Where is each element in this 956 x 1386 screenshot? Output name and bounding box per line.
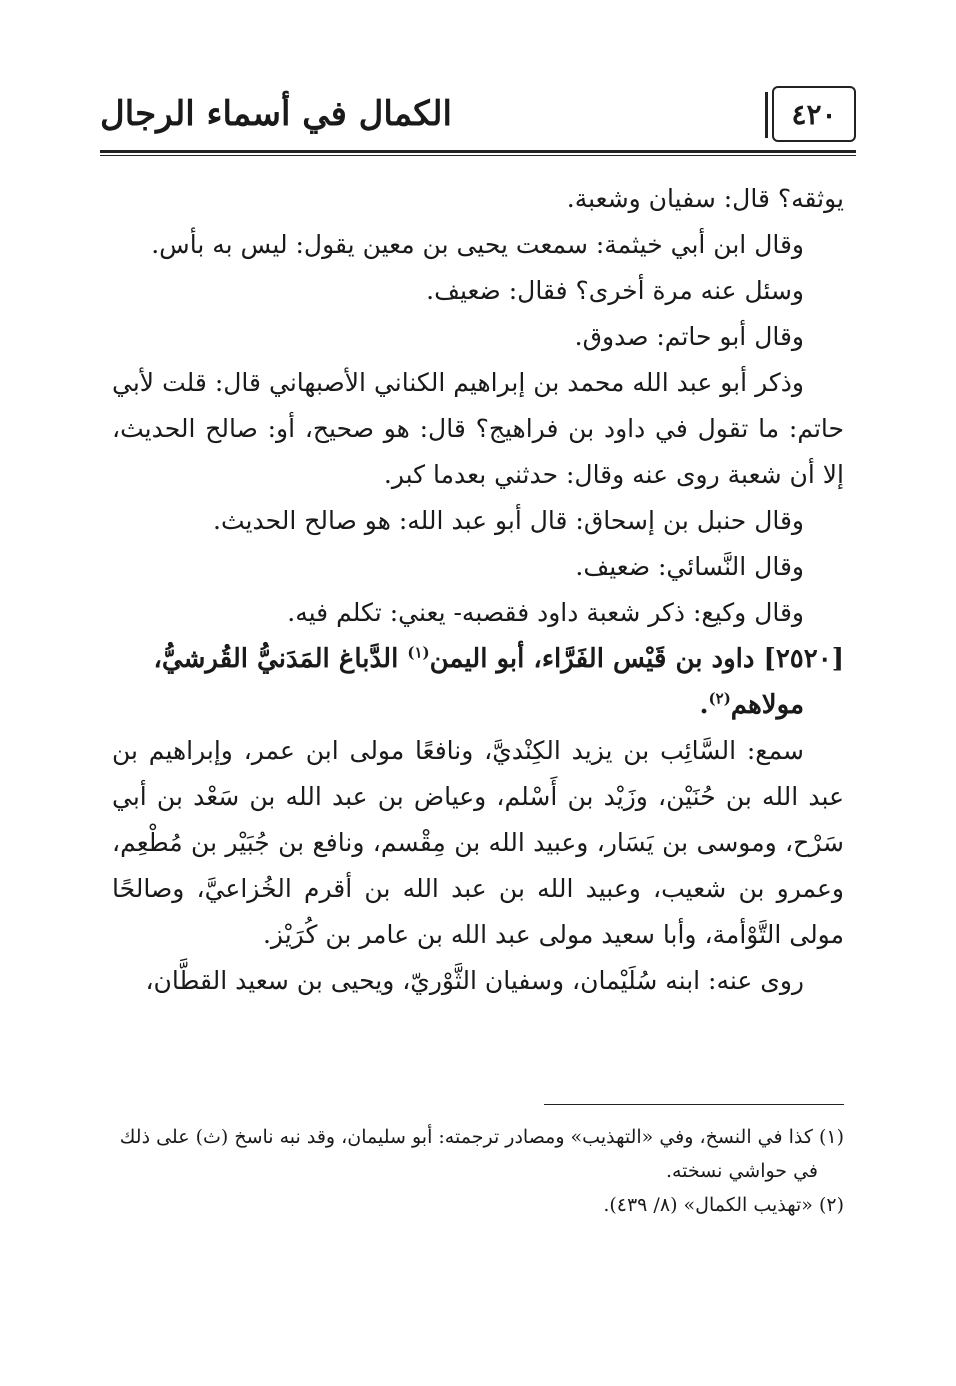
- footnote-1-cont: في حواشي نسخته.: [665, 1160, 818, 1182]
- paragraph: سمع: السَّائِب بن يزيد الكِنْديَّ، ونافعًا مولى ابن عمر، وإبراهيم بن عبد الله بن حُنَيْن، وزَيْد بن أَسْلم، وعياض بن عبد الله بن سَعْد بن أبي سَرْح، وموسى بن يَسَار، وعبيد الله بن مِقْسم، ونافع بن جُبَيْر بن مُطْعِم، وعمرو بن شعيب، وعبيد الله بن عبد الله بن أقرم الخُزاعيَّ، وصالحًا مولى التَّوْأمة، وأبا سعيد مولى عبد الله بن عامر بن كُرَيْز.: [112, 736, 844, 949]
- header-rule: [100, 150, 856, 153]
- book-title: الكمال في أسماء الرجال: [100, 94, 452, 134]
- entry-heading-line2: [112, 682, 844, 728]
- page-number: ٤٢٠: [772, 86, 856, 142]
- entry-heading-mawla: مولاهم: [730, 690, 804, 720]
- footnote-1: [104, 1120, 844, 1188]
- entry-heading-text: [٢٥٢٠] داود بن قَيْس الفَرَّاء، أبو اليمن: [429, 644, 844, 674]
- footnote-2: (٢) «تهذيب الكمال» (٨/ ٤٣٩).: [603, 1194, 844, 1216]
- main-text: [112, 176, 844, 1004]
- entry-heading-end: .: [699, 690, 709, 720]
- paragraph: وقال النَّسائي: ضعيف.: [575, 552, 804, 581]
- footnote-separator: [544, 1104, 844, 1105]
- paragraph: وذكر أبو عبد الله محمد بن إبراهيم الكناني الأصبهاني قال: قلت لأبي حاتم: ما تقول في داود بن فراهيج؟ قال: هو صحيح، أو: صالح الحديث، إلا أن شعبة روى عنه وقال: حدثني بعدما كبر.: [112, 368, 844, 489]
- footnote-1-text: (١) كذا في النسخ، وفي «التهذيب» ومصادر ترجمته: أبو سليمان، وقد نبه ناسخ (ث) على ذلك: [119, 1126, 844, 1148]
- paragraph: وقال أبو حاتم: صدوق.: [574, 322, 804, 351]
- paragraph: وقال وكيع: ذكر شعبة داود فقصبه- يعني: تكلم فيه.: [287, 598, 804, 627]
- paragraph: يوثقه؟ قال: سفيان وشعبة.: [566, 184, 844, 213]
- footnote-ref-2[interactable]: (٢): [708, 689, 731, 708]
- paragraph: وقال حنبل بن إسحاق: قال أبو عبد الله: هو صالح الحديث.: [213, 506, 804, 535]
- footnotes: [104, 1120, 844, 1222]
- paragraph: وقال ابن أبي خيثمة: سمعت يحيى بن معين يقول: ليس به بأس.: [151, 230, 804, 259]
- paragraph: وسئل عنه مرة أخرى؟ فقال: ضعيف.: [426, 276, 804, 305]
- entry-heading-text-cont: الدَّباغ المَدَنيُّ القُرشيُّ،: [153, 644, 408, 674]
- header-rule-thin: [100, 155, 856, 156]
- page-header: [100, 86, 856, 156]
- entry-heading: [112, 636, 844, 728]
- footnote-ref-1[interactable]: (١): [407, 643, 430, 662]
- paragraph: روى عنه: ابنه سُلَيْمان، وسفيان الثَّوْريّ، ويحيى بن سعيد القطَّان،: [145, 966, 804, 995]
